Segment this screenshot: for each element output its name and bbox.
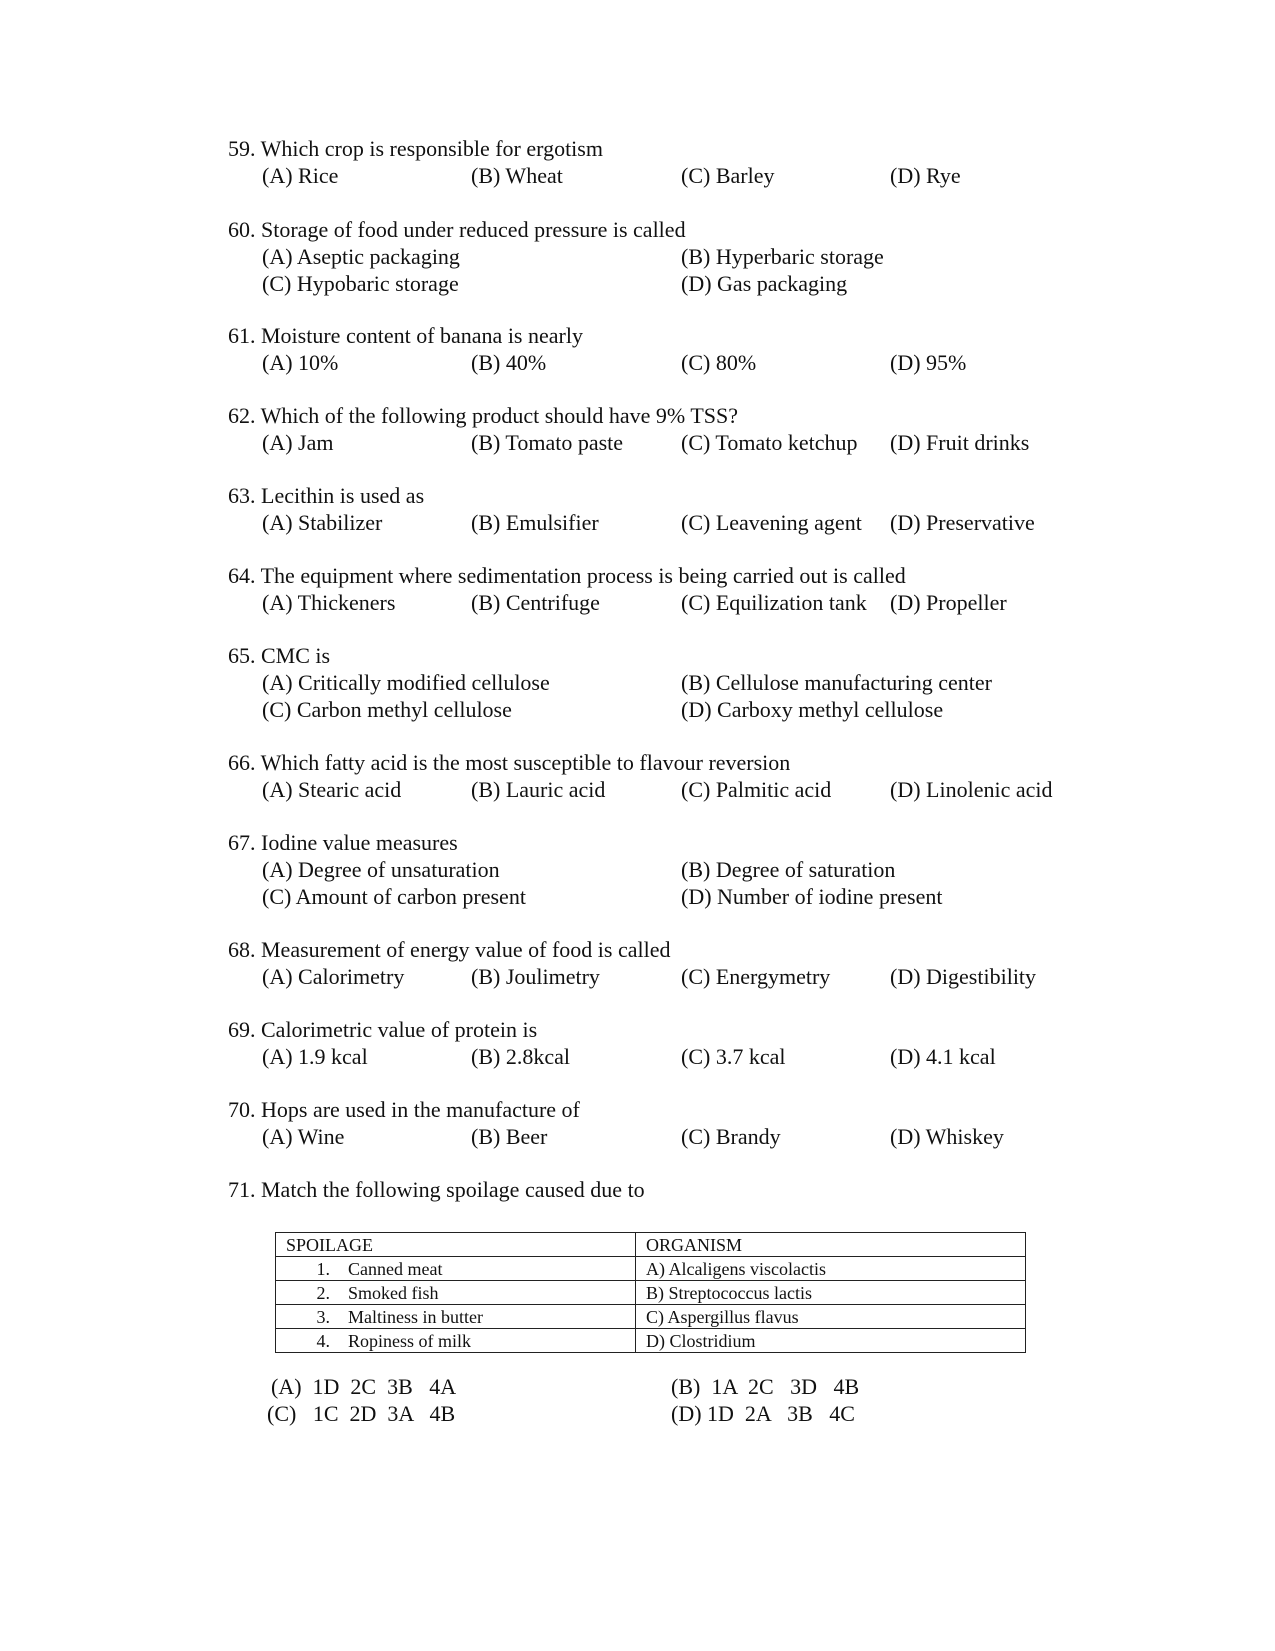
option-d: (D) Rye <box>890 163 961 188</box>
question-68 <box>228 936 1128 990</box>
spoilage-cell: Smoked fish <box>348 1282 439 1303</box>
option-a: (A) Stearic acid <box>262 777 402 802</box>
question-text: Iodine value measures <box>261 830 458 855</box>
option-c: (C) Palmitic acid <box>681 777 832 802</box>
question-text: The equipment where sedimentation process is being carried out is called <box>260 563 906 588</box>
option-c: (C) Equilization tank <box>681 590 867 615</box>
option-a: (A) Critically modified cellulose <box>262 670 550 695</box>
option-b: (B) Cellulose manufacturing center <box>681 670 992 695</box>
question-number: 59. <box>228 136 256 161</box>
option-c: (C) Tomato ketchup <box>681 430 858 455</box>
row-index: 2. <box>316 1282 330 1303</box>
option-c: (C) 3.7 kcal <box>681 1044 786 1069</box>
option-b: (B) Degree of saturation <box>681 857 896 882</box>
organism-cell: C) Aspergillus flavus <box>636 1305 1026 1329</box>
option-b: (B) Hyperbaric storage <box>681 244 884 269</box>
question-number: 65. <box>228 643 256 668</box>
option-d: (D) Whiskey <box>890 1124 1004 1149</box>
organism-cell: D) Clostridium <box>636 1329 1026 1353</box>
question-text: Which crop is responsible for ergotism <box>260 136 603 161</box>
row-index: 3. <box>316 1306 330 1327</box>
answer-d: (D) 1D 2A 3B 4C <box>671 1401 855 1426</box>
question-text: Match the following spoilage caused due to <box>261 1177 645 1202</box>
question-text: Storage of food under reduced pressure is called <box>261 217 686 242</box>
option-d: (D) 95% <box>890 350 967 375</box>
question-number: 69. <box>228 1017 256 1042</box>
option-d: (D) Carboxy methyl cellulose <box>681 697 944 722</box>
option-d: (D) Number of iodine present <box>681 884 943 909</box>
question-61 <box>228 322 1128 376</box>
option-a: (A) Degree of unsaturation <box>262 857 500 882</box>
option-b: (B) Joulimetry <box>471 964 600 989</box>
question-text: Calorimetric value of protein is <box>261 1017 538 1042</box>
option-c: (C) Brandy <box>681 1124 781 1149</box>
question-text: Hops are used in the manufacture of <box>261 1097 580 1122</box>
organism-cell: A) Alcaligens viscolactis <box>636 1257 1026 1281</box>
option-d: (D) 4.1 kcal <box>890 1044 996 1069</box>
question-number: 67. <box>228 830 256 855</box>
question-text: Which fatty acid is the most susceptible to flavour reversion <box>260 750 791 775</box>
question-number: 60. <box>228 217 256 242</box>
question-number: 66. <box>228 750 256 775</box>
option-b: (B) Centrifuge <box>471 590 600 615</box>
option-c: (C) Energymetry <box>681 964 831 989</box>
question-number: 63. <box>228 483 256 508</box>
answer-b: (B) 1A 2C 3D 4B <box>671 1374 860 1399</box>
question-64 <box>228 562 1128 616</box>
header-spoilage: SPOILAGE <box>276 1233 636 1257</box>
table-header-row <box>276 1233 1026 1257</box>
question-70 <box>228 1096 1128 1150</box>
option-a: (A) Jam <box>262 430 334 455</box>
option-b: (B) 2.8kcal <box>471 1044 570 1069</box>
option-b: (B) Beer <box>471 1124 548 1149</box>
option-d: (D) Linolenic acid <box>890 777 1053 802</box>
question-number: 61. <box>228 323 256 348</box>
question-text: Which of the following product should have 9% TSS? <box>260 403 739 428</box>
option-a: (A) Stabilizer <box>262 510 383 535</box>
option-d: (D) Propeller <box>890 590 1007 615</box>
table-row <box>276 1257 1026 1281</box>
spoilage-cell: Canned meat <box>348 1258 443 1279</box>
question-63 <box>228 482 1128 536</box>
table-row <box>276 1305 1026 1329</box>
option-c: (C) 80% <box>681 350 757 375</box>
option-a: (A) Thickeners <box>262 590 396 615</box>
option-a: (A) 10% <box>262 350 339 375</box>
answer-c: (C) 1C 2D 3A 4B <box>267 1401 456 1426</box>
question-text: Measurement of energy value of food is called <box>261 937 671 962</box>
question-59 <box>228 135 1128 189</box>
question-66 <box>228 749 1128 803</box>
question-number: 62. <box>228 403 256 428</box>
question-67 <box>228 829 1128 910</box>
option-a: (A) Aseptic packaging <box>262 244 460 269</box>
match-table <box>275 1232 1026 1353</box>
option-a: (A) Wine <box>262 1124 345 1149</box>
organism-cell: B) Streptococcus lactis <box>636 1281 1026 1305</box>
option-b: (B) 40% <box>471 350 547 375</box>
header-organism: ORGANISM <box>636 1233 1026 1257</box>
question-62 <box>228 402 1128 456</box>
option-c: (C) Leavening agent <box>681 510 862 535</box>
option-c: (C) Amount of carbon present <box>262 884 526 909</box>
question-71 <box>228 1176 1128 1203</box>
option-d: (D) Fruit drinks <box>890 430 1030 455</box>
option-d: (D) Preservative <box>890 510 1035 535</box>
option-a: (A) Calorimetry <box>262 964 405 989</box>
option-b: (B) Lauric acid <box>471 777 606 802</box>
row-index: 4. <box>316 1330 330 1351</box>
question-60 <box>228 216 1128 297</box>
option-b: (B) Tomato paste <box>471 430 624 455</box>
option-a: (A) 1.9 kcal <box>262 1044 368 1069</box>
question-69 <box>228 1016 1128 1070</box>
option-b: (B) Wheat <box>471 163 563 188</box>
question-number: 68. <box>228 937 256 962</box>
answer-a: (A) 1D 2C 3B 4A <box>271 1374 457 1399</box>
row-index: 1. <box>316 1258 330 1279</box>
option-d: (D) Digestibility <box>890 964 1037 989</box>
table-row <box>276 1329 1026 1353</box>
spoilage-cell: Maltiness in butter <box>348 1306 483 1327</box>
question-number: 70. <box>228 1097 256 1122</box>
question-65 <box>228 642 1128 723</box>
question-text: Moisture content of banana is nearly <box>261 323 583 348</box>
question-number: 64. <box>228 563 256 588</box>
option-b: (B) Emulsifier <box>471 510 599 535</box>
question-text: CMC is <box>261 643 331 668</box>
option-d: (D) Gas packaging <box>681 271 848 296</box>
table-row <box>276 1281 1026 1305</box>
option-c: (C) Carbon methyl cellulose <box>262 697 512 722</box>
spoilage-cell: Ropiness of milk <box>348 1330 472 1351</box>
question-text: Lecithin is used as <box>261 483 425 508</box>
option-c: (C) Barley <box>681 163 775 188</box>
question-number: 71. <box>228 1177 256 1202</box>
option-a: (A) Rice <box>262 163 339 188</box>
option-c: (C) Hypobaric storage <box>262 271 459 296</box>
